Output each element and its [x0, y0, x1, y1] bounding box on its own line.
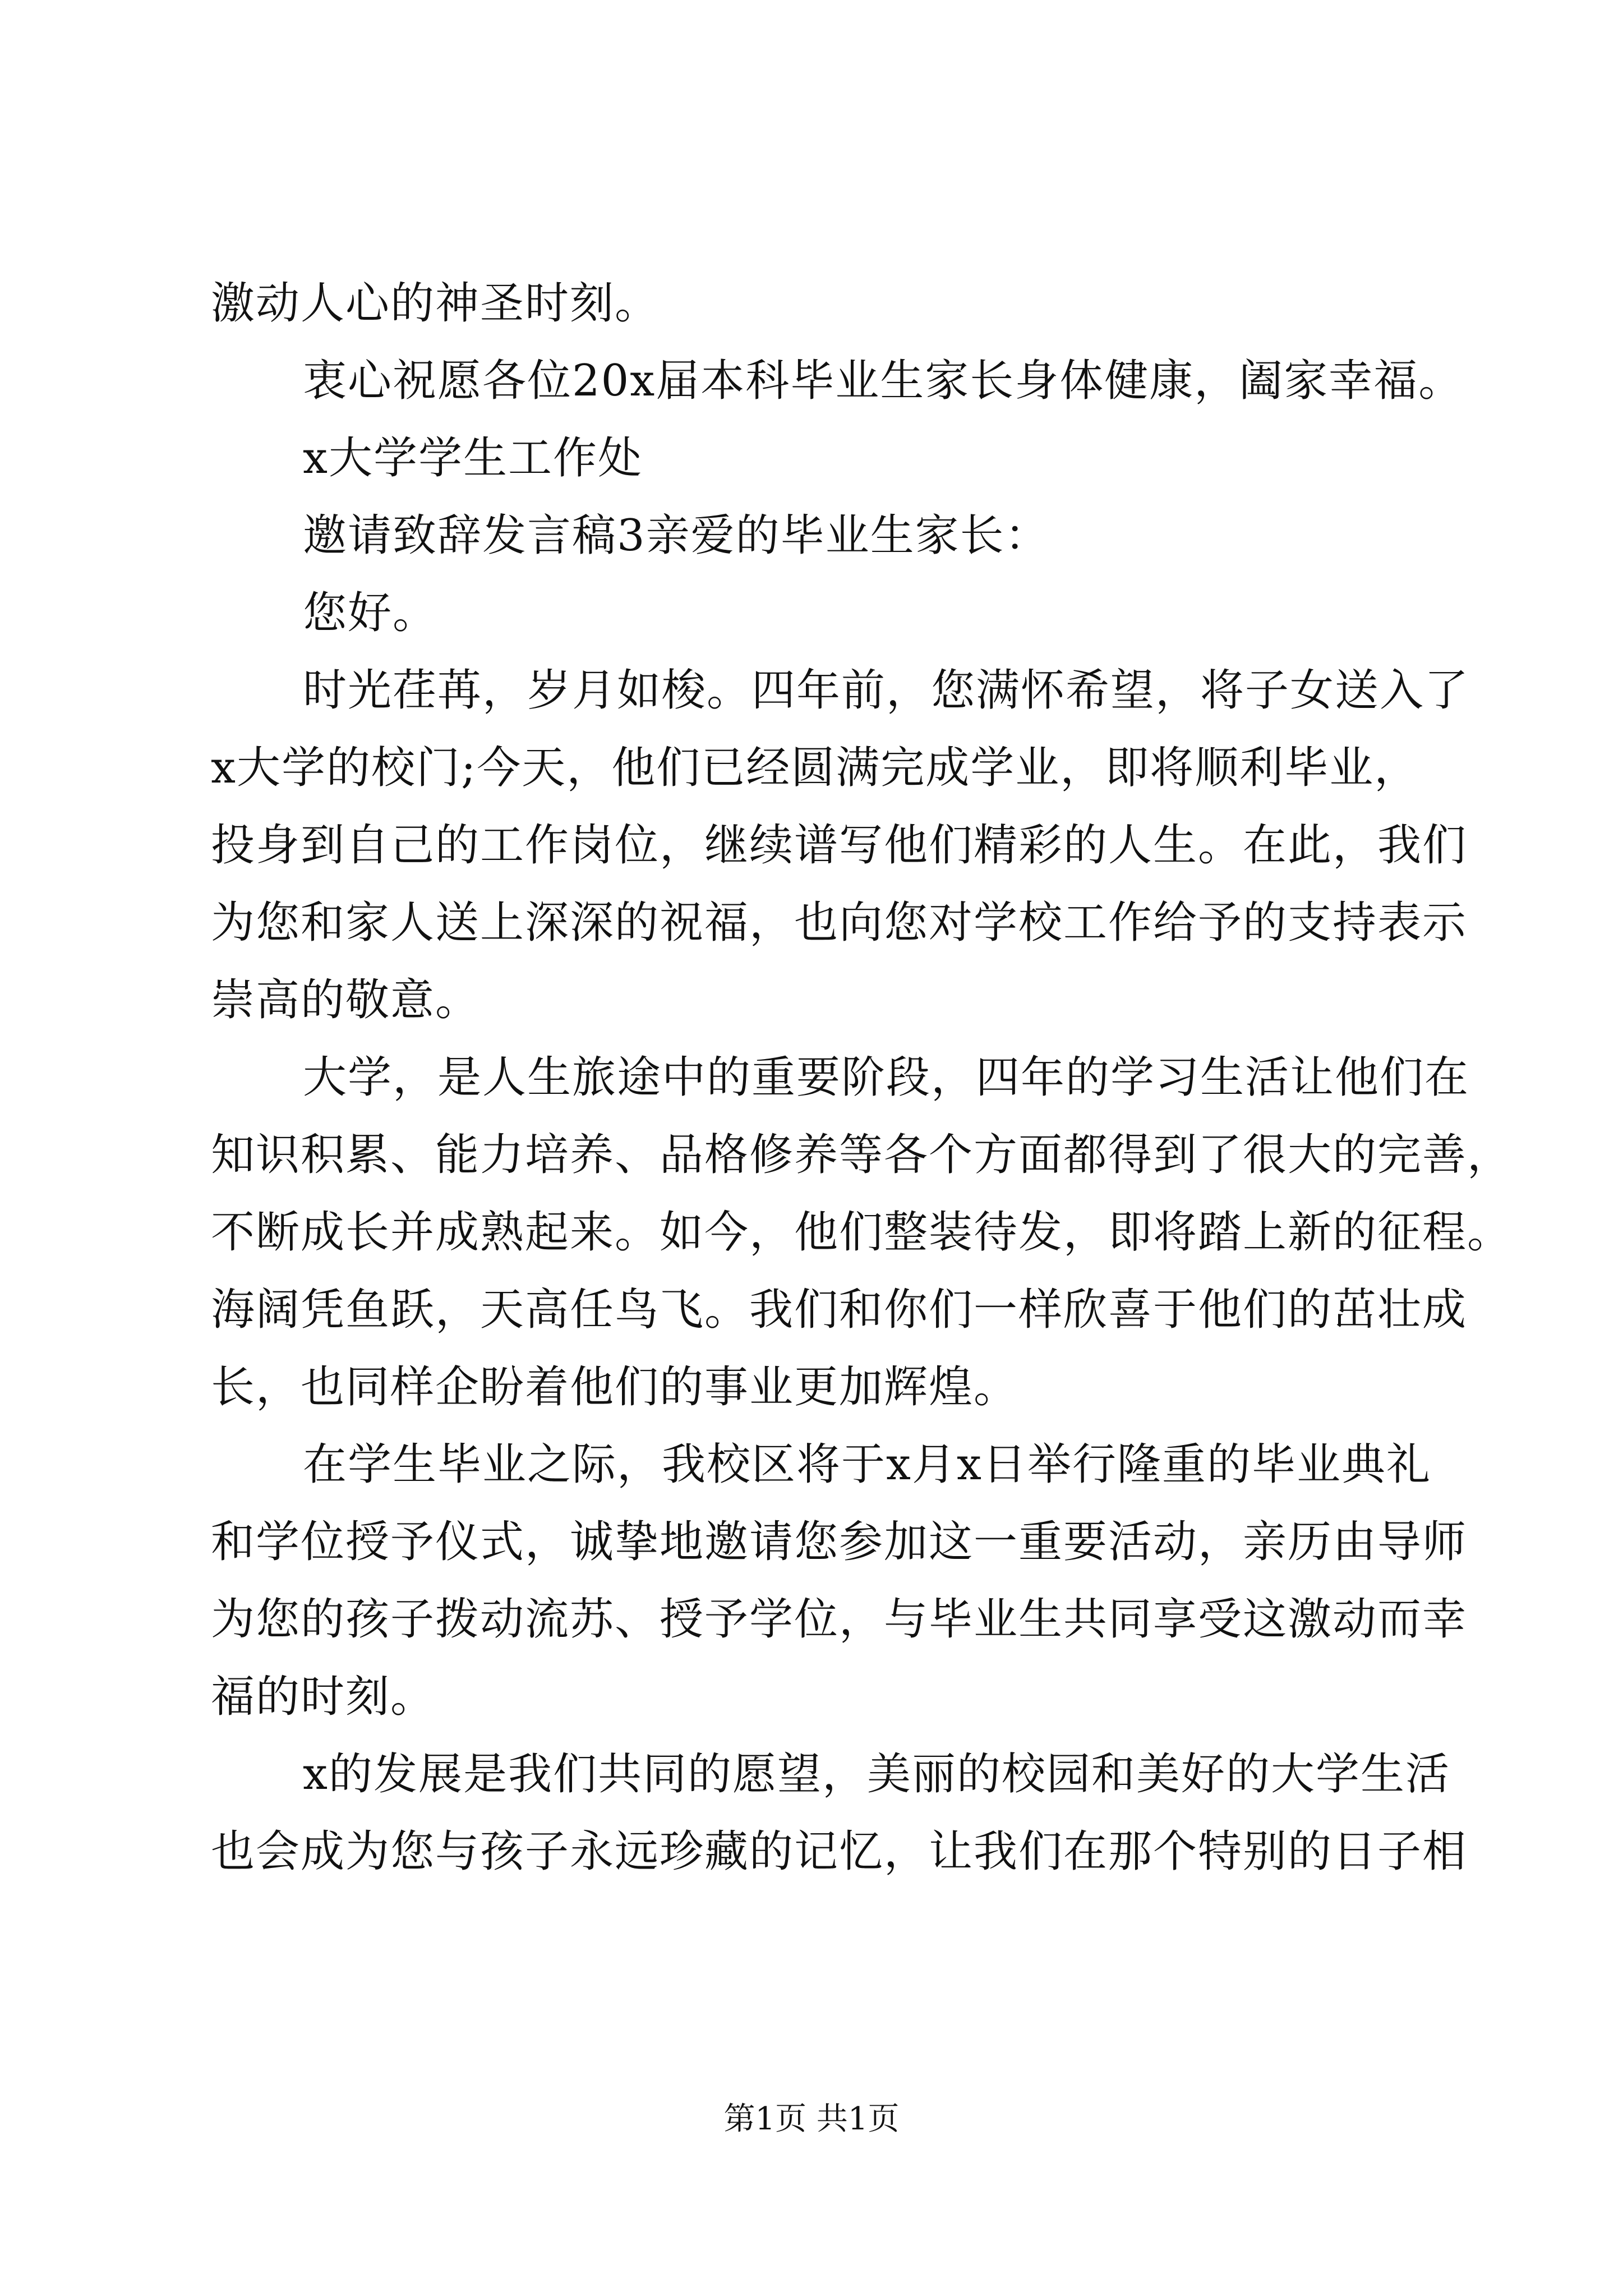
page-number-footer: 第1页 共1页 [723, 2101, 900, 2137]
text-line-20: x的发展是我们共同的愿望，美丽的校园和美好的大学生活 [303, 1749, 1450, 1800]
text-line-8: 投身到自己的工作岗位，继续谱写他们精彩的人生。在此，我们 [211, 820, 1468, 871]
text-line-14: 海阔凭鱼跃，天高任鸟飞。我们和你们一样欣喜于他们的茁壮成 [211, 1285, 1468, 1335]
text-line-10: 崇高的敬意。 [211, 975, 481, 1025]
text-line-12: 知识积累、能力培养、品格修养等各个方面都得到了很大的完善， [211, 1130, 1513, 1180]
text-line-17: 和学位授予仪式，诚挚地邀请您参加这一重要活动，亲历由导师 [211, 1517, 1468, 1567]
text-line-18: 为您的孩子拨动流苏、授予学位，与毕业生共同享受这激动而幸 [211, 1594, 1468, 1645]
text-line-7: x大学的校门;今天，他们已经圆满完成学业，即将顺利毕业， [211, 743, 1419, 793]
text-line-9: 为您和家人送上深深的祝福，也向您对学校工作给予的支持表示 [211, 898, 1468, 948]
text-line-1: 激动人心的神圣时刻。 [211, 278, 660, 329]
text-line-2: 衷心祝愿各位20x届本科毕业生家长身体健康，阖家幸福。 [303, 356, 1464, 406]
text-line-6: 时光荏苒，岁月如梭。四年前，您满怀希望，将子女送入了 [303, 665, 1470, 716]
text-line-5: 您好。 [303, 588, 438, 638]
document-body [211, 265, 1513, 1890]
text-line-21: 也会成为您与孩子永远珍藏的记忆，让我们在那个特别的日子相 [211, 1826, 1468, 1877]
text-line-4: 邀请致辞发言稿3亲爱的毕业生家长： [303, 510, 1050, 561]
text-line-15: 长，也同样企盼着他们的事业更加辉煌。 [211, 1362, 1019, 1412]
text-line-16: 在学生毕业之际，我校区将于x月x日举行隆重的毕业典礼 [303, 1439, 1431, 1490]
text-line-11: 大学，是人生旅途中的重要阶段，四年的学习生活让他们在 [303, 1052, 1470, 1103]
text-line-19: 福的时刻。 [211, 1672, 436, 1722]
text-line-13: 不断成长并成熟起来。如今，他们整装待发，即将踏上新的征程。 [211, 1207, 1513, 1258]
text-line-3: x大学学生工作处 [303, 433, 643, 484]
